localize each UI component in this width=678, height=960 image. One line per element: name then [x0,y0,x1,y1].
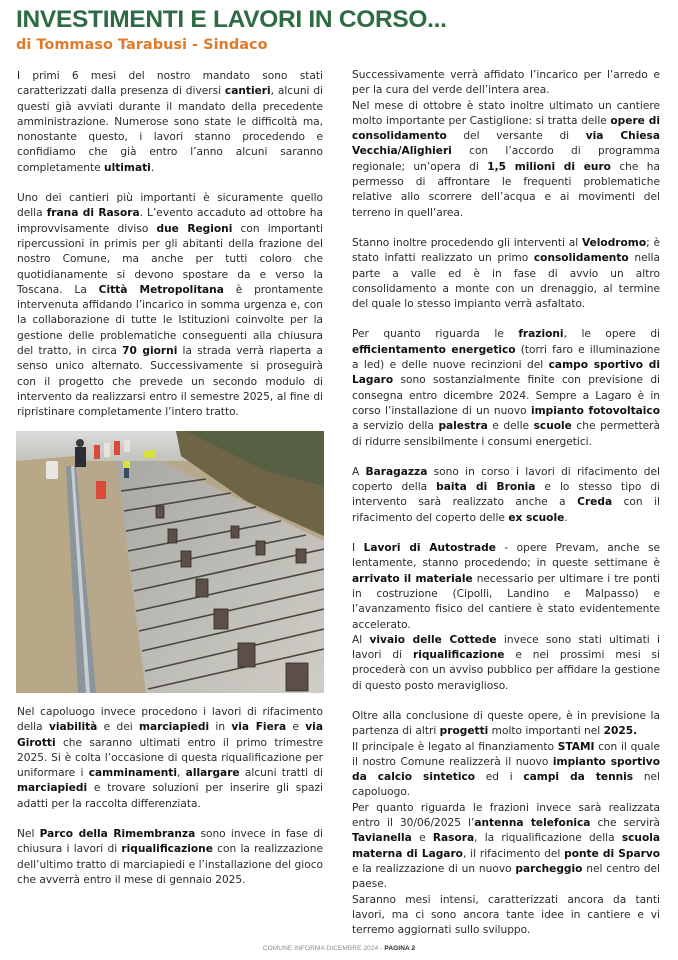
body-text: invece sono stati ultimati i lavori di [352,633,660,662]
body-text: sono in corso i lavori di rifacimento del coperto della [352,465,660,494]
body-text: e delle [487,420,534,433]
body-text: del versante di [446,130,586,143]
body-text: e trovare soluzioni per inserire gli spazi adatti per la raccolta differenziata. [17,782,323,810]
body-text: Nel capoluogo invece procedono i lavori di rifacimento della [17,706,323,734]
body-text: Uno dei cantieri più importanti è sicuramente quello della [17,192,323,220]
highlighted-text: Città Metropolitana [98,283,224,296]
highlighted-text: impianto fotovoltaico [530,404,660,417]
paragraph [352,236,660,312]
highlighted-text: consolidamento [533,252,629,265]
highlighted-text: efficientamento energetico [352,343,516,356]
highlighted-text: 70 giorni [122,345,178,358]
body-text: Il principale è legato al finanziamento [352,740,558,753]
body-text: ; è stato infatti realizzato un primo [352,236,660,265]
highlighted-text: campi da tennis [523,771,634,784]
highlighted-text: allargare [185,767,240,780]
paragraph-gap [352,450,660,465]
highlighted-text: arrivato il materiale [352,572,473,585]
left-column-text [17,69,323,421]
body-text: Nel mese di ottobre è stato inoltre ultimato un cantiere molto importante per Castiglione: si tratta delle [352,99,660,127]
highlighted-text: scuola materna di Lagaro [352,832,660,860]
body-text: sono invece in fase di chiusura i lavori di [17,828,323,856]
paragraph-frana-rasora [17,191,323,420]
body-text: Nel [17,828,40,841]
paragraph-capoluogo [17,705,323,812]
body-text: che permetterà di ridurre sensibilmente i consumi energetici. [352,420,660,448]
body-text: e lo stesso tipo di intervento sarà realizzato anche a [352,481,660,509]
body-text: e la realizzazione di un nuovo [352,862,516,875]
body-text: che servirà [590,817,660,830]
body-text: molto importanti nel [488,725,604,738]
highlighted-text: ponte di Sparvo [564,847,661,860]
body-text: con l’accordo di programma regionale; un’opera di [352,145,660,173]
left-column-text-bottom [17,705,323,888]
highlighted-text: ex scuole [508,511,565,524]
highlighted-text: Tavianella [352,832,412,845]
body-text: Per quanto riguarda le [352,328,519,341]
paragraph [352,541,660,633]
paragraph-gap [17,176,323,191]
body-text: Al [352,633,370,646]
highlighted-text: Creda [577,496,613,509]
highlighted-text: 2025. [603,725,638,738]
highlighted-text: Lavori di Autostrade [363,542,496,555]
highlighted-text: scuole [533,420,572,433]
article-byline: di Tommaso Tarabusi - Sindaco [16,37,268,53]
body-text: nella parte a valle ed è in fase di avvio un altro consolidamento a monte con un drenaggio, al termine del quale lo stesso impianto verrà asfaltato. [352,252,660,311]
highlighted-text: impianto sportivo da calcio sintetico [352,755,660,784]
body-text: Oltre alla conclusione di queste opere, è in previsione la partenza di altri [352,709,660,738]
body-text: che saranno ultimati entro il primo trimestre 2025. Si è colta l’occasione di questa riqualificazione per uniformare i [17,736,323,780]
highlighted-text: antenna telefonica [474,817,591,830]
highlighted-text: Rasora [432,832,475,845]
highlighted-text: frazioni [518,328,564,341]
body-text: Successivamente verrà affidato l’incarico per l’arredo e per la cura del verde dell’intera area. [352,69,660,97]
body-text: con la realizzazione dell’ultimo tratto di marciapiedi e l’installazione del gioco che avverrà entro il mese di gennaio 2025. [17,843,323,886]
highlighted-text: via Girotti [17,721,323,749]
body-text: . [564,511,568,524]
article-title: INVESTIMENTI E LAVORI IN CORSO... [16,6,447,33]
body-text: (torri faro e illuminazione a led) e delle nuove recinzioni del [352,343,660,372]
paragraph [352,709,660,740]
highlighted-text: opere di consolidamento [352,114,661,143]
paragraph [352,465,660,526]
body-text: la strada verrà riaperta a senso unico alternato. Successivamente si proseguirà con il progetto che prevede un secondo modulo di intervento da realizzarsi entro il semestre 2025, al fine di ripristinare completamente l’intero tratto. [17,345,323,419]
body-text: nel capoluogo. [352,771,660,799]
paragraph [352,801,660,893]
body-text: con il quale il nostro Comune realizzerà il nuovo [352,740,660,768]
highlighted-text: via Fiera [231,721,287,734]
highlighted-text: camminamenti [88,767,178,780]
body-text: e [411,832,433,845]
highlighted-text: palestra [438,420,488,433]
highlighted-text: baita di Bronia [436,481,536,494]
paragraph [352,68,660,99]
highlighted-text: cantieri [224,85,271,98]
highlighted-text: frana di Rasora [46,207,140,220]
highlighted-text: Baragazza [365,465,428,478]
highlighted-text: Parco della Rimembranza [39,828,196,841]
body-text: e [286,721,306,734]
highlighted-text: riqualificazione [412,649,505,662]
body-text: a servizio della [352,420,439,433]
paragraph-gap [352,221,660,236]
body-text: e dei [97,721,139,734]
body-text: che ha permesso di affrontare le frequenti problematiche relative allo scorrere dell’acqua e ai movimenti del terreno in quell’area. [352,160,660,219]
paragraph-gap [352,312,660,327]
paragraph-gap [352,694,660,709]
highlighted-text: Velodromo [582,236,647,249]
body-text: . [150,161,155,174]
highlighted-text: vivaio delle Cottede [369,633,497,646]
highlighted-text: parcheggio [515,862,583,875]
body-text: . L’evento accaduto ad ottobre ha improvvisamente diviso [17,207,323,235]
body-text: e nei prossimi mesi si procederà con un avviso pubblico per affidare la gestione di questo posto meraviglioso. [352,649,660,692]
highlighted-text: marciapiedi [17,782,88,795]
highlighted-text: marciapiedi [138,721,210,734]
body-text: - opere Prevam, anche se lentamente, stanno procedendo; in queste settimane è [352,542,660,570]
body-text: , il rifacimento del [462,847,565,860]
body-text: alcuni tratti di [239,767,323,780]
body-text: , la riqualificazione della [474,832,622,845]
highlighted-text: via Chiesa Vecchia/Alighieri [352,130,660,158]
page-number: PAGINA 2 [384,945,416,952]
paragraph [352,740,660,801]
page-footer [0,945,678,952]
body-text: nel centro del paese. [352,862,661,891]
body-text: Per quanto riguarda le frazioni invece sarà realizzata entro il 30/06/2025 l’ [352,801,660,830]
right-column-text [352,68,660,938]
body-text: , [177,767,186,780]
body-text: Stanno inoltre procedendo gli interventi al [352,236,582,249]
highlighted-text: campo sportivo di Lagaro [352,359,660,387]
highlighted-text: progetti [439,725,489,738]
body-text: con importanti ripercussioni in primis per gli abitanti della frazione del nostro Comune, ma anche per tutti coloro che quotidianamente si devono spostare da e verso la Toscana. La [17,222,323,296]
body-text: I primi 6 mesi del nostro mandato sono stati caratterizzati dalla presenza di diversi [17,70,323,98]
body-text: , le opere di [563,328,660,341]
highlighted-text: riqualificazione [121,843,213,856]
highlighted-text: ultimati [104,161,151,174]
body-text: , alcuni di questi già avviati durante il mandato della precedente amministrazione. Numerose sono state le difficoltà ma, nonostante questo, i lavori stanno procedendo e confidiamo che già entro l’anno alcuni saranno completamente [17,85,323,174]
body-text: sono sostanzialmente finite con previsione di consegna entro dicembre 2024. Sempre a Lagaro è in corso l’installazione di un nuovo [352,374,660,417]
paragraph-gap [17,812,323,827]
body-text: necessario per ultimare i tre ponti in costruzione (Cipolli, Landino e Malpasso) e l’avanzamento fisico del cantiere è stato evidentemente accelerato. [352,572,660,631]
paragraph [352,893,660,939]
paragraph [352,99,660,221]
body-text: I [352,542,364,555]
body-text: in [209,721,232,734]
body-text: A [352,465,366,478]
body-text: è prontamente intervenuta affidando l’incarico in somma urgenza e, con la collaborazione di tutte le Istituzioni coinvolte per la gestione delle problematiche conseguenti alla chiusura del tratto, in circa [17,283,323,358]
construction-site-photo [16,431,324,693]
construction-site-image [16,431,324,693]
paragraph-intro [17,69,323,176]
highlighted-text: STAMI [557,740,595,753]
paragraph [352,633,660,694]
publication-name: COMUNE INFORMA DICEMBRE 2024 - [262,945,385,952]
highlighted-text: viabilità [48,721,98,734]
body-text: con il rifacimento del coperto delle [352,496,660,524]
body-text: ed i [475,771,524,784]
paragraph-gap [352,526,660,541]
paragraph-parco-rimembranza [17,827,323,888]
highlighted-text: 1,5 milioni di euro [487,160,611,173]
paragraph [352,327,660,449]
highlighted-text: due Regioni [156,222,233,235]
body-text: Saranno mesi intensi, caratterizzati ancora da tanti lavori, ma ci sono ancora tante idee in cantiere e vi terremo aggiornati sullo sviluppo. [352,893,660,937]
